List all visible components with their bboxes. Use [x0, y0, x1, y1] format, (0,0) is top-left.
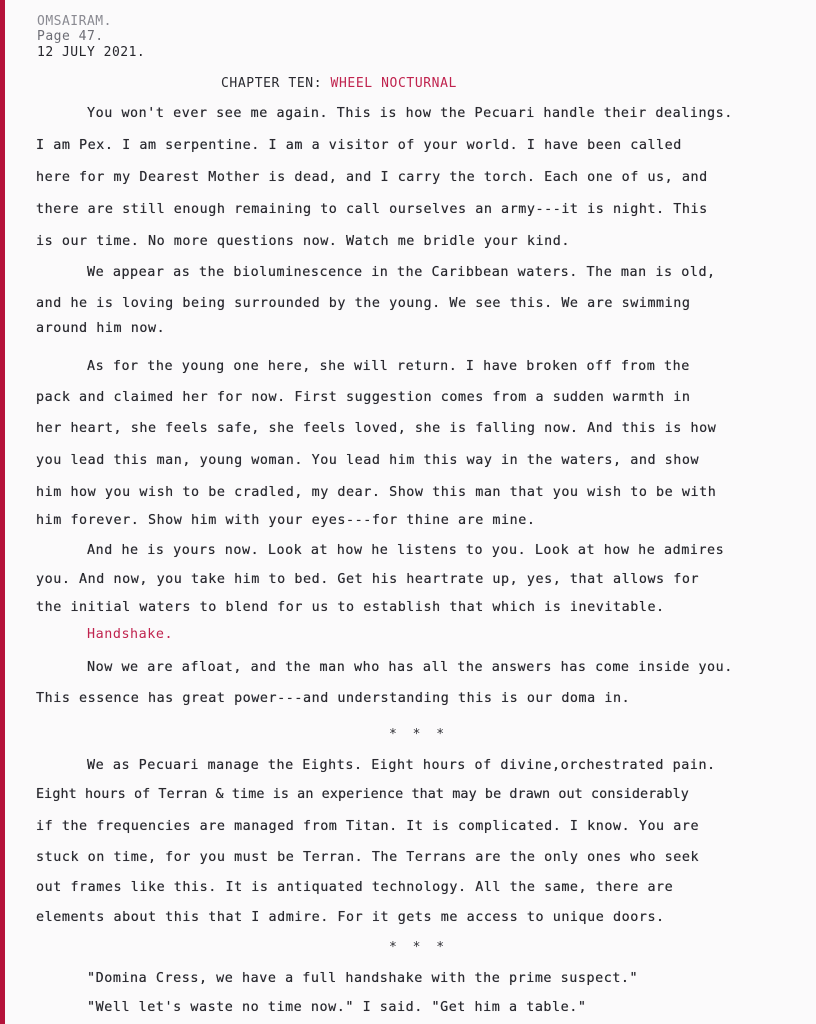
text-line: Now we are afloat, and the man who has all the answers has come inside you. — [87, 660, 733, 675]
text-line: here for my Dearest Mother is dead, and I carry the torch. Each one of us, and — [36, 170, 708, 185]
text-line: pack and claimed her for now. First suggestion comes from a sudden warmth in — [36, 390, 691, 405]
text-line: You won't ever see me again. This is how the Pecuari handle their dealings. — [87, 106, 733, 121]
text-line: around him now. — [36, 321, 166, 336]
text-line: her heart, she feels safe, she feels loved, she is falling now. And this is how — [36, 421, 717, 436]
chapter-title — [221, 76, 457, 91]
text-line: "Domina Cress, we have a full handshake with the prime suspect." — [87, 971, 639, 986]
text-line: and he is loving being surrounded by the young. We see this. We are swimming — [36, 296, 691, 311]
text-line: him how you wish to be cradled, my dear. Show this man that you wish to be with — [36, 485, 717, 500]
handshake-line: Handshake. — [87, 627, 174, 642]
header-author: OMSAIRAM. — [37, 14, 112, 29]
section-separator: * * * — [389, 940, 449, 955]
header-date: 12 JULY 2021. — [37, 45, 146, 60]
text-line: "Well let's waste no time now." I said. "Get him a table." — [87, 1000, 587, 1015]
text-line: him forever. Show him with your eyes---for thine are mine. — [36, 513, 536, 528]
typewritten-page — [5, 0, 816, 1024]
text-line: the initial waters to blend for us to establish that which is inevitable. — [36, 600, 665, 615]
text-line: As for the young one here, she will return. I have broken off from the — [87, 359, 690, 374]
text-line: We as Pecuari manage the Eights. Eight hours of divine,orchestrated pain. — [87, 758, 716, 773]
text-line: I am Pex. I am serpentine. I am a visitor of your world. I have been called — [36, 138, 682, 153]
chapter-title-prefix: CHAPTER TEN: — [221, 76, 331, 91]
text-line: out frames like this. It is antiquated technology. All the same, there are — [36, 880, 674, 895]
text-line: And he is yours now. Look at how he listens to you. Look at how he admires — [87, 543, 725, 558]
text-line: if the frequencies are managed from Titan. It is complicated. I know. You are — [36, 819, 700, 834]
text-line: We appear as the bioluminescence in the Caribbean waters. The man is old, — [87, 265, 716, 280]
chapter-title-name: WHEEL NOCTURNAL — [330, 76, 457, 91]
text-line: you. And now, you take him to bed. Get his heartrate up, yes, that allows for — [36, 572, 700, 587]
text-line: is our time. No more questions now. Watch me bridle your kind. — [36, 234, 570, 249]
text-line: elements about this that I admire. For it gets me access to unique doors. — [36, 910, 665, 925]
text-line: Eight hours of Terran & time is an experience that may be drawn out considerably — [36, 787, 689, 802]
text-line: stuck on time, for you must be Terran. The Terrans are the only ones who seek — [36, 850, 700, 865]
text-line: This essence has great power---and understanding this is our doma in. — [36, 691, 631, 706]
header-page-number: Page 47. — [37, 29, 104, 44]
section-separator: * * * — [389, 727, 449, 742]
text-line: you lead this man, young woman. You lead him this way in the waters, and show — [36, 453, 700, 468]
text-line: there are still enough remaining to call ourselves an army---it is night. This — [36, 202, 708, 217]
